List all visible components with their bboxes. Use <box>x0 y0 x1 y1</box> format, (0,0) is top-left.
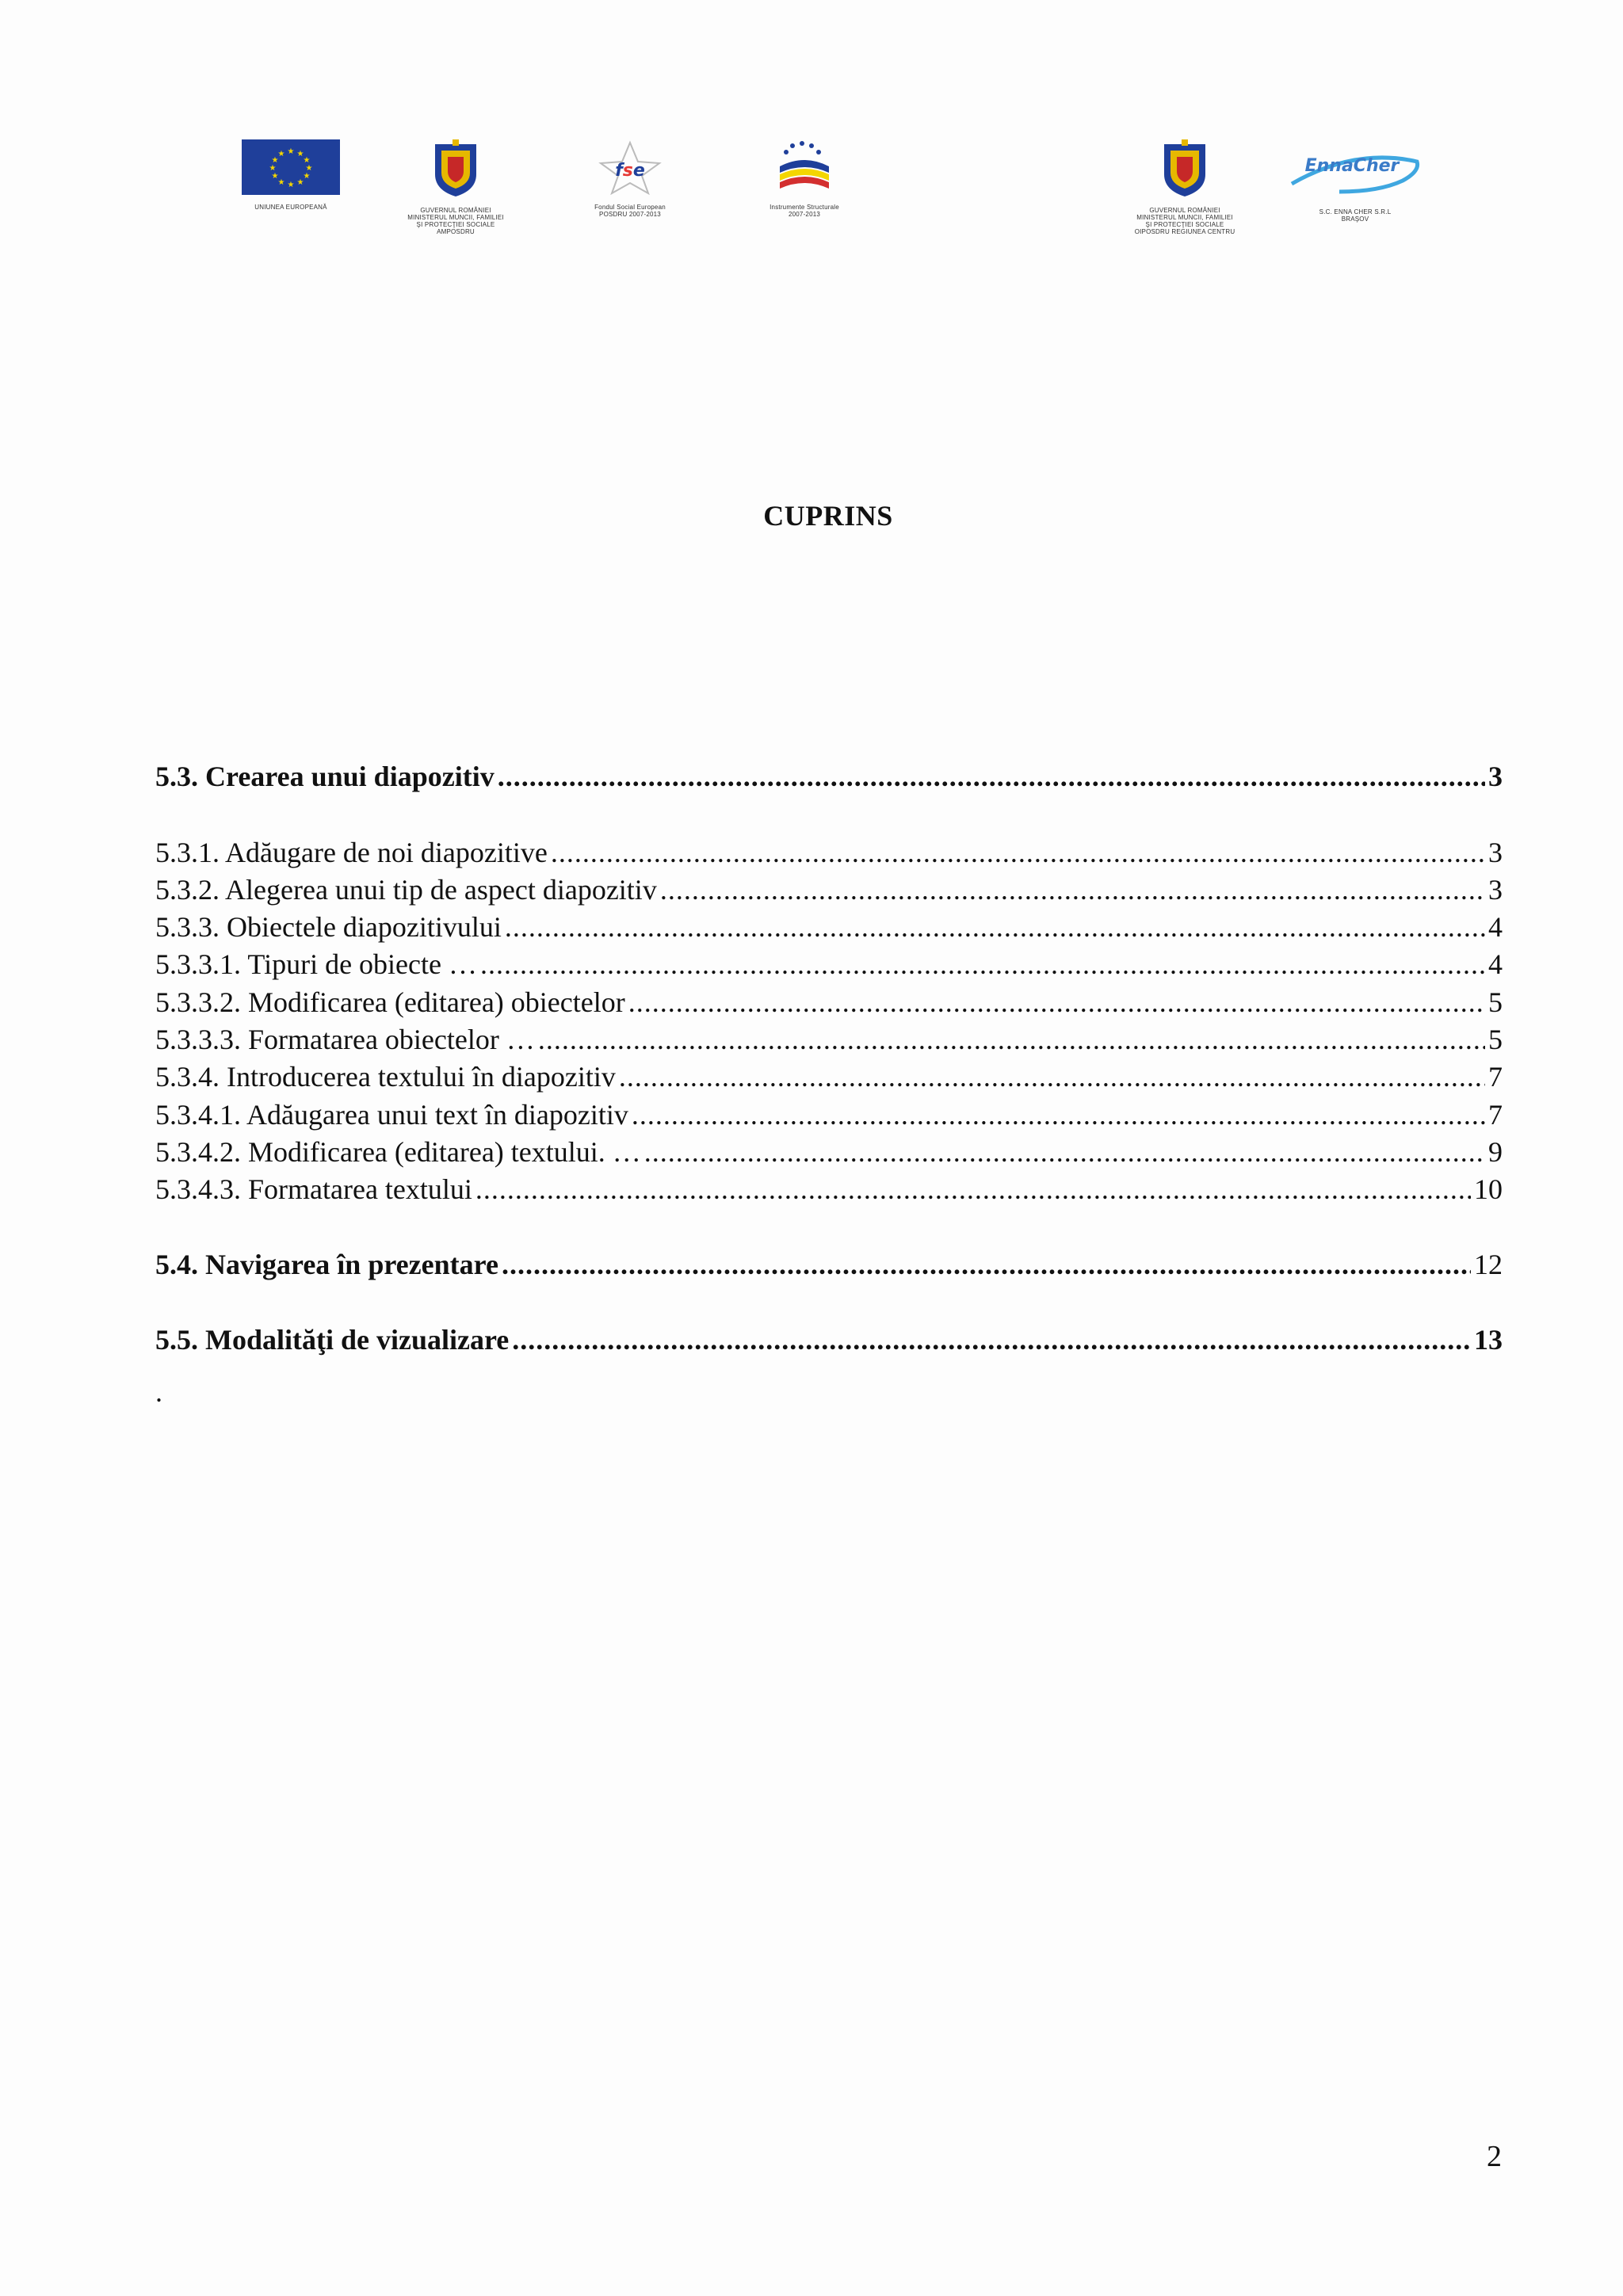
toc-entry-page: 3 <box>1488 874 1503 906</box>
toc-entry-title: 5.3.4.3. Formatarea textului <box>155 1173 472 1205</box>
toc-entry-page: 12 <box>1474 1249 1503 1280</box>
fse-logo <box>571 139 689 218</box>
oiposdru-caption: GUVERNUL ROMÂNIEI MINISTERUL MUNCII, FAMILIEI ŞI PROTECŢIEI SOCIALE OIPOSDRU REGIUNEA CENTRU <box>1134 207 1235 235</box>
toc-entry[interactable] <box>155 1097 1503 1132</box>
svg-text:★: ★ <box>277 150 285 158</box>
coat-of-arms-icon <box>429 139 483 198</box>
toc-entry-title: 5.4. Navigarea în prezentare <box>155 1249 498 1280</box>
coat-of-arms-icon <box>1158 139 1212 198</box>
fse-star-icon <box>594 139 666 195</box>
svg-text:★: ★ <box>296 178 304 187</box>
toc-entry-title: 5.3.4.1. Adăugarea unui text în diapozitiv <box>155 1099 628 1131</box>
toc-entry[interactable] <box>155 947 1503 982</box>
romania-coat-of-arms-logo <box>388 139 523 235</box>
eu-flag-logo <box>239 139 342 211</box>
ennacher-caption: S.C. ENNA CHER S.R.L BRAŞOV <box>1319 208 1392 223</box>
ennacher-wordmark: EnnaCher <box>1304 156 1400 176</box>
toc-leader <box>551 835 1485 870</box>
structural-funds-icon <box>769 139 840 195</box>
toc-leader <box>628 985 1485 1020</box>
toc-entry-page: 5 <box>1488 1024 1503 1055</box>
toc-entry-title: 5.3. Crearea unui diapozitiv <box>155 761 495 792</box>
svg-text:★: ★ <box>271 156 279 165</box>
instruments-caption: Instrumente Structurale 2007-2013 <box>769 204 839 218</box>
toc-leader <box>619 1059 1485 1094</box>
toc-entry-page: 5 <box>1488 986 1503 1018</box>
toc-entry-page: 10 <box>1474 1173 1503 1205</box>
page-title: CUPRINS <box>763 500 893 532</box>
svg-text:★: ★ <box>303 156 311 165</box>
toc-entry[interactable] <box>155 1172 1503 1207</box>
toc-entry-page: 7 <box>1488 1061 1503 1093</box>
toc-entry[interactable] <box>155 835 1503 870</box>
toc-entry[interactable] <box>155 1135 1503 1169</box>
svg-text:★: ★ <box>271 172 279 181</box>
toc-entry-page: 4 <box>1488 911 1503 943</box>
toc-entry-title: 5.3.3.3. Formatarea obiectelor … <box>155 1024 535 1055</box>
toc-entry-page: 13 <box>1474 1324 1503 1356</box>
toc-leader <box>660 872 1485 907</box>
toc-entry[interactable] <box>155 872 1503 907</box>
svg-text:★: ★ <box>277 178 285 187</box>
toc-entry-page: 3 <box>1488 837 1503 868</box>
svg-text:★: ★ <box>296 150 304 158</box>
trailing-dot: . <box>155 1376 162 1408</box>
toc-entry-title: 5.3.3.2. Modificarea (editarea) obiectelor <box>155 986 625 1018</box>
toc-entry-page: 4 <box>1488 948 1503 980</box>
svg-text:★: ★ <box>305 164 313 173</box>
toc-leader <box>502 1247 1471 1282</box>
toc-entry-page: 7 <box>1488 1099 1503 1131</box>
page-number: 2 <box>1487 2140 1502 2173</box>
svg-text:★: ★ <box>287 147 295 156</box>
ennacher-logo <box>1284 139 1426 223</box>
toc-leader <box>475 1172 1471 1207</box>
eu-caption: UNIUNEA EUROPEANĂ <box>254 204 327 211</box>
romania-coat-of-arms-logo-2 <box>1109 139 1260 235</box>
eu-flag-icon <box>242 139 340 195</box>
toc-entry-title: 5.3.1. Adăugare de noi diapozitive <box>155 837 548 868</box>
toc-entry[interactable] <box>155 1247 1503 1282</box>
fse-caption: Fondul Social European POSDRU 2007-2013 <box>594 204 666 218</box>
toc-leader <box>505 910 1485 944</box>
toc-leader <box>538 1022 1485 1057</box>
toc-entry[interactable] <box>155 1059 1503 1094</box>
toc-leader <box>480 947 1485 982</box>
toc-entry-title: 5.3.3. Obiectele diapozitivului <box>155 911 502 943</box>
toc-entry-page: 3 <box>1488 761 1503 792</box>
toc-entry-title: 5.3.4.2. Modificarea (editarea) textului. … <box>155 1136 641 1168</box>
toc-leader <box>498 759 1485 794</box>
svg-text:★: ★ <box>303 172 311 181</box>
toc-entry-title: 5.3.4. Introducerea textului în diapozitiv <box>155 1061 616 1093</box>
toc-entry-page: 9 <box>1488 1136 1503 1168</box>
header-logos <box>222 139 1458 258</box>
toc-entry[interactable] <box>155 759 1503 794</box>
toc-leader <box>512 1322 1471 1357</box>
instrumente-structurale-logo <box>745 139 864 218</box>
toc-entry[interactable] <box>155 1022 1503 1057</box>
toc-entry[interactable] <box>155 1322 1503 1357</box>
ennacher-swoosh-icon <box>1284 139 1426 200</box>
ministry-caption: GUVERNUL ROMÂNIEI MINISTERUL MUNCII, FAMILIEI ŞI PROTECŢIEI SOCIALE AMPOSDRU <box>407 207 504 235</box>
toc-entry[interactable] <box>155 985 1503 1020</box>
toc-leader <box>644 1135 1485 1169</box>
toc-entry-title: 5.3.3.1. Tipuri de obiecte … <box>155 948 477 980</box>
svg-text:★: ★ <box>287 181 295 189</box>
toc-entry-title: 5.5. Modalităţi de vizualizare <box>155 1324 510 1356</box>
toc-entry-title: 5.3.2. Alegerea unui tip de aspect diapozitiv <box>155 874 657 906</box>
svg-text:★: ★ <box>269 164 277 173</box>
toc-entry[interactable] <box>155 910 1503 944</box>
toc-leader <box>632 1097 1485 1132</box>
svg-text:fse: fse <box>615 161 645 181</box>
